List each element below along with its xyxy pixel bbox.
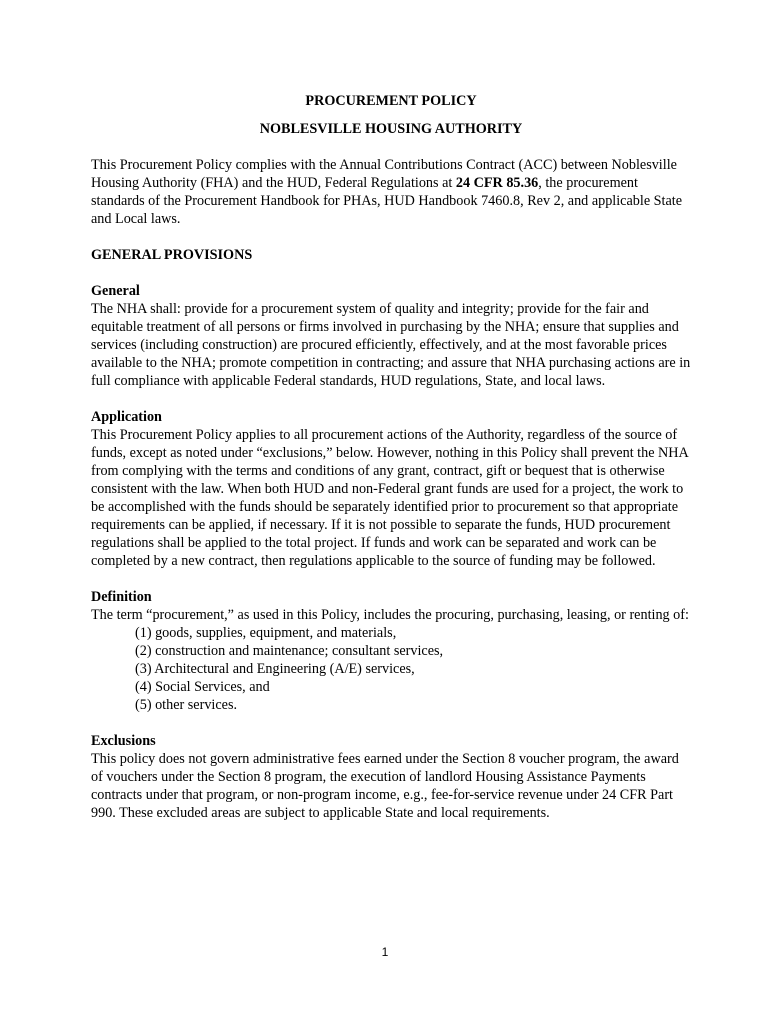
definition-heading: Definition xyxy=(91,589,152,605)
definition-list-item: (2) construction and maintenance; consultant services, xyxy=(135,643,444,659)
page-number: 1 xyxy=(381,945,389,959)
exclusions-heading: Exclusions xyxy=(91,733,156,749)
exclusions-body: This policy does not govern administrative fees earned under the Section 8 voucher program, the award of vouchers under the Section 8 program, the execution of landlord Housing Assistance Payments contracts under that program, or non-program income, e.g., fee-for-service revenue under 24 CFR Part 990. These excluded areas are subject to applicable State and local requirements. xyxy=(91,751,679,821)
document-page xyxy=(91,92,691,840)
definition-list xyxy=(91,624,691,714)
definition-list-item: (5) other services. xyxy=(135,697,238,713)
application-body: This Procurement Policy applies to all procurement actions of the Authority, regardless of the source of funds, except as noted under “exclusions,” below. However, nothing in this Policy shall prevent the NHA from complying with the terms and conditions of any grant, contract, gift or bequest that is otherwise consistent with the law. When both HUD and non-Federal grant funds are used for a project, the work to be accomplished with the funds should be separately identified prior to procurement so that appropriate requirements can be applied, if necessary. If it is not possible to separate the funds, HUD procurement regulations shall be applied to the total project. If funds and work can be separated and work can be completed by a new contract, then regulations applicable to the source of funding may be followed. xyxy=(91,427,689,569)
intro-text-start: This Procurement Policy complies with the Annual Contributions Contract (ACC) between Noblesville Housing Authority (FHA) and the HUD, Federal Regulations at xyxy=(91,157,677,191)
general-heading: General xyxy=(91,283,140,299)
general-body: The NHA shall: provide for a procurement system of quality and integrity; provide for the fair and equitable treatment of all persons or firms involved in purchasing by the NHA; ensure that supplies and services (including construction) are procured efficiently, effectively, and at the most favorable prices available to the NHA; promote competition in contracting; and assure that NHA purchasing actions are in full compliance with applicable Federal standards, HUD regulations, State, and local laws. xyxy=(91,301,691,389)
general-section xyxy=(91,282,691,390)
definition-list-item: (4) Social Services, and xyxy=(135,679,270,695)
definition-section xyxy=(91,588,691,714)
intro-regulation-reference: 24 CFR 85.36 xyxy=(455,175,539,191)
document-title: PROCUREMENT POLICY xyxy=(305,93,477,109)
exclusions-section xyxy=(91,732,691,822)
application-heading: Application xyxy=(91,409,162,425)
intro-paragraph xyxy=(91,156,691,228)
definition-body: The term “procurement,” as used in this Policy, includes the procuring, purchasing, leasing, or renting of: xyxy=(91,607,689,623)
organization-name: NOBLESVILLE HOUSING AUTHORITY xyxy=(259,121,523,137)
definition-list-item: (3) Architectural and Engineering (A/E) services, xyxy=(135,661,415,677)
application-section xyxy=(91,408,691,570)
intro-text-end: , the procurement standards of the Procurement Handbook for PHAs, HUD Handbook 7460.8, Rev 2, and applicable State and Local laws. xyxy=(91,175,683,227)
definition-list-item: (1) goods, supplies, equipment, and materials, xyxy=(135,625,397,641)
section-heading-general-provisions: GENERAL PROVISIONS xyxy=(91,247,253,263)
